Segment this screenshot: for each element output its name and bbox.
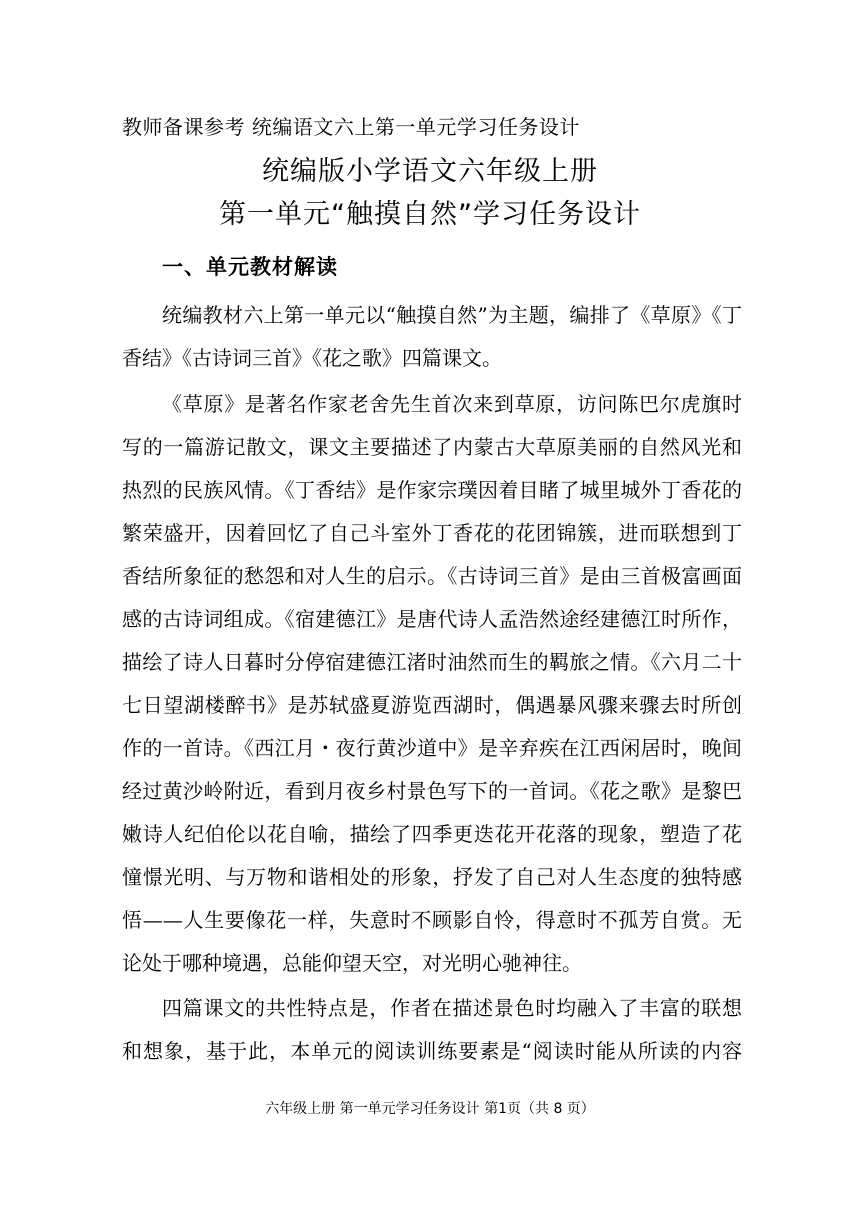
document-header: 教师备课参考 统编语文六上第一单元学习任务设计: [122, 115, 580, 139]
paragraph-line: 和想象，基于此，本单元的阅读训练要素是“阅读时能从所读的内容: [122, 1039, 742, 1063]
paragraph-line: 《草原》是著名作家老舍先生首次来到草原，访问陈巴尔虎旗时: [162, 392, 742, 416]
paragraph-line: 描绘了诗人日暮时分停宿建德江渚时油然而生的羁旅之情。《六月二十: [122, 650, 742, 674]
paragraph-line: 统编教材六上第一单元以“触摸自然”为主题，编排了《草原》《丁: [162, 303, 742, 327]
document-title-line-1: 统编版小学语文六年级上册: [262, 156, 598, 187]
paragraph-line: 香结》《古诗词三首》《花之歌》四篇课文。: [122, 346, 502, 370]
paragraph-line: 作的一首诗。《西江月・夜行黄沙道中》是辛弃疾在江西闲居时，晚间: [122, 736, 742, 760]
paragraph-line: 繁荣盛开，因着回忆了自己斗室外丁香花的花团锦簇，进而联想到丁: [122, 521, 742, 545]
paragraph-line: 香结所象征的愁怨和对人生的启示。《古诗词三首》是由三首极富画面: [122, 564, 742, 588]
paragraph-line: 嫩诗人纪伯伦以花自喻，描绘了四季更迭花开花落的现象，塑造了花: [122, 822, 742, 846]
paragraph-line: 四篇课文的共性特点是，作者在描述景色时均融入了丰富的联想: [162, 996, 742, 1020]
paragraph-line: 感的古诗词组成。《宿建德江》是唐代诗人孟浩然途经建德江时所作，: [122, 607, 742, 631]
section-heading: 一、单元教材解读: [162, 255, 338, 279]
paragraph-line: 写的一篇游记散文，课文主要描述了内蒙古大草原美丽的自然风光和: [122, 435, 742, 459]
paragraph-line: 热烈的民族风情。《丁香结》是作家宗璞因着目睹了城里城外丁香花的: [122, 478, 742, 502]
page-footer: 六年级上册 第一单元学习任务设计 第1页（共 8 页）: [265, 1101, 595, 1117]
paragraph-line: 经过黄沙岭附近，看到月夜乡村景色写下的一首词。《花之歌》是黎巴: [122, 779, 742, 803]
document-title-line-2: 第一单元“触摸自然”学习任务设计: [219, 199, 641, 230]
paragraph-line: 论处于哪种境遇，总能仰望天空，对光明心驰神往。: [122, 951, 582, 975]
paragraph-line: 憧憬光明、与万物和谐相处的形象，抒发了自己对人生态度的独特感: [122, 865, 742, 889]
paragraph-line: 悟——人生要像花一样，失意时不顾影自怜，得意时不孤芳自赏。无: [122, 908, 742, 932]
paragraph-line: 七日望湖楼醉书》是苏轼盛夏游览西湖时，偶遇暴风骤来骤去时所创: [122, 693, 742, 717]
